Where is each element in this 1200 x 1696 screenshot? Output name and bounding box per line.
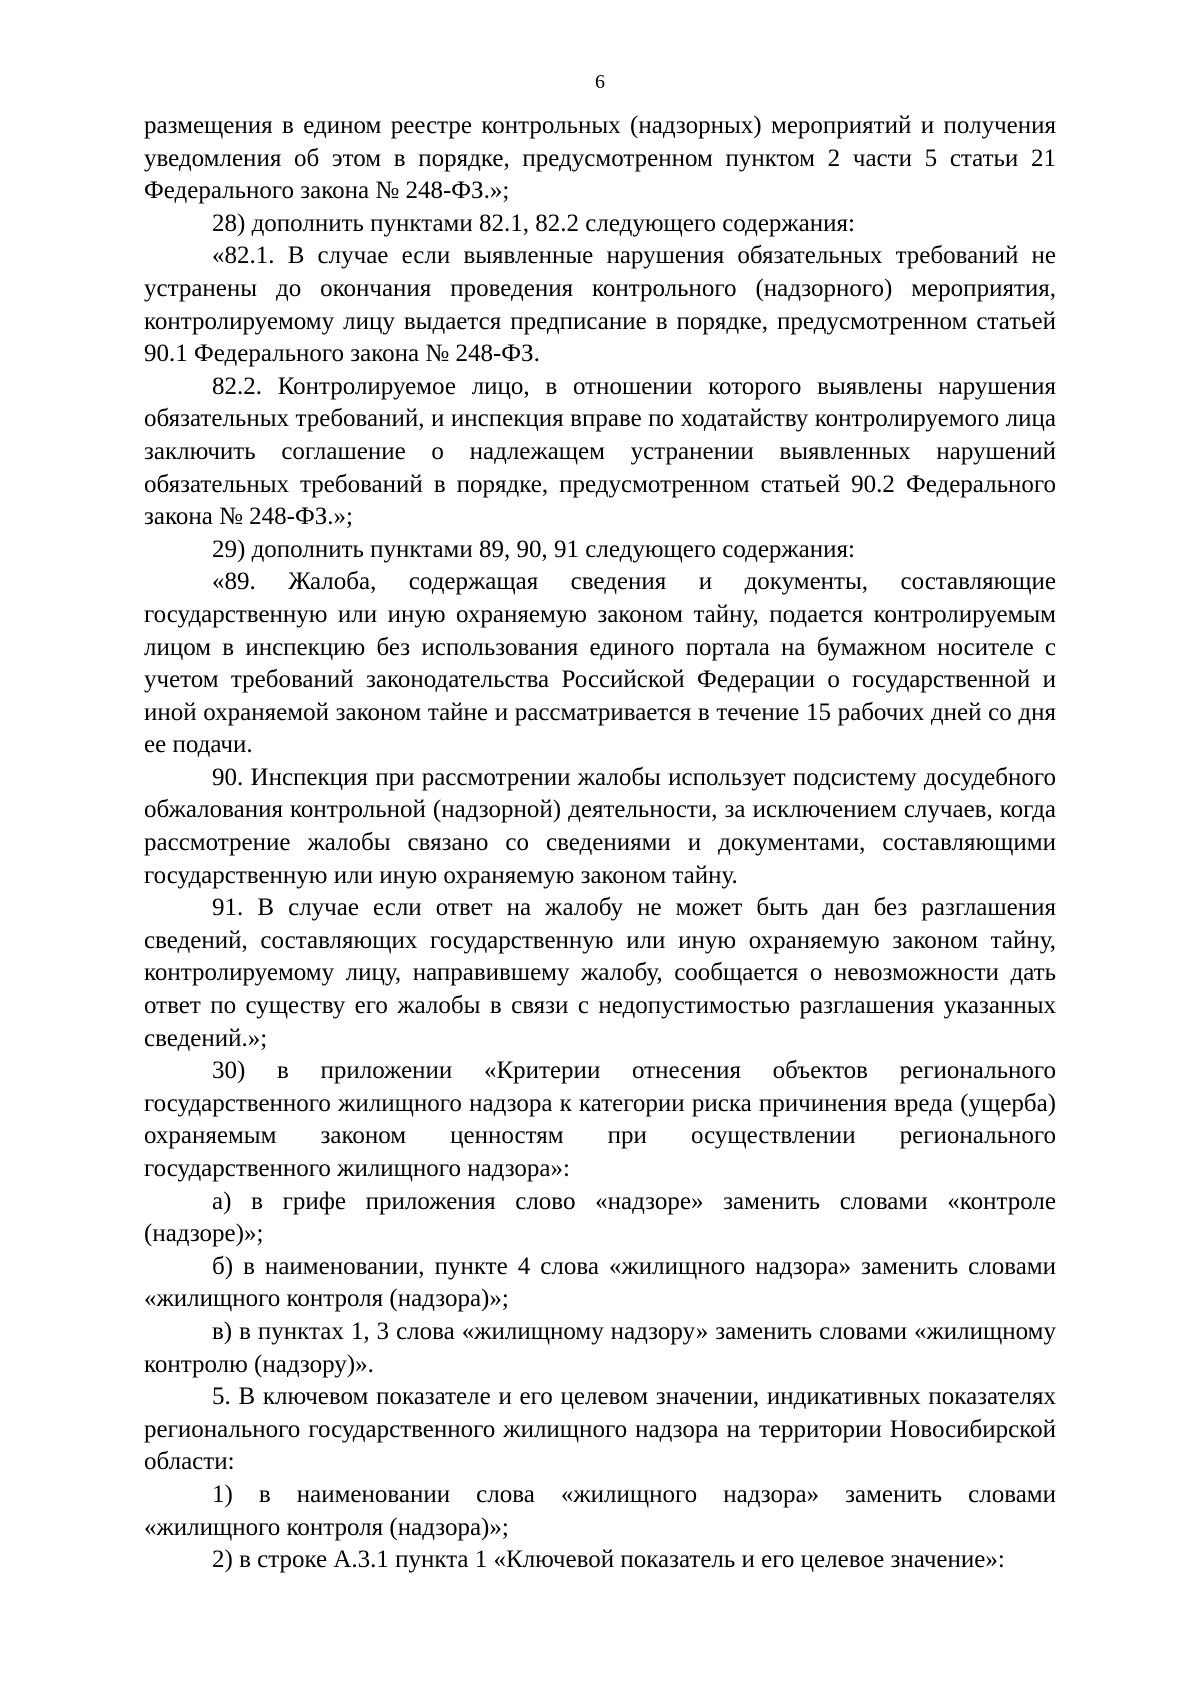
paragraph-9: 30) в приложении «Критерии отнесения объектов регионального государственного жилищного надзора к категории риска причинения вреда (ущерба) охраняемым законом ценностям при осуществлении регионального государственного жилищного надзора»: xyxy=(144,1057,1056,1182)
paragraph-3: «82.1. В случае если выявленные нарушения обязательных требований не устранены до окончания проведения контрольного (надзорного) мероприятия, контролируемому лицу выдается предписание в порядке, предусмотренном статьей 90.1 Федерального закона № 248-ФЗ. xyxy=(144,242,1056,368)
paragraph-4: 82.2. Контролируемое лицо, в отношении которого выявлены нарушения обязательных требований, и инспекция вправе по ходатайству контролируемого лица заключить соглашение о надлежащем устранении выявленных нарушений обязательных требований в порядке, предусмотренном статьей 90.2 Федерального закона № 248-ФЗ.»; xyxy=(144,372,1056,531)
paragraph-11: б) в наименовании, пункте 4 слова «жилищного надзора» заменить словами «жилищного контроля (надзора)»; xyxy=(144,1252,1056,1313)
paragraph-2: 28) дополнить пунктами 82.1, 82.2 следующего содержания: xyxy=(212,209,855,237)
paragraph-10: а) в грифе приложения слово «надзоре» заменить словами «контроле (надзоре)»; xyxy=(144,1187,1056,1248)
paragraph-15: 2) в строке А.3.1 пункта 1 «Ключевой показатель и его целевое значение»: xyxy=(212,1546,1005,1574)
paragraph-13: 5. В ключевом показателе и его целевом значении, индикативных показателях регионального государственного жилищного надзора на территории Новосибирской области: xyxy=(144,1383,1056,1476)
paragraph-1: размещения в едином реестре контрольных (надзорных) мероприятий и получения уведомления об этом в порядке, предусмотренном пунктом 2 части 5 статьи 21 Федерального закона № 248-ФЗ.»; xyxy=(144,112,1056,205)
page-number: 6 xyxy=(595,71,605,93)
paragraph-12: в) в пунктах 1, 3 слова «жилищному надзору» заменить словами «жилищному контролю (надзору)». xyxy=(144,1317,1056,1378)
paragraph-6: «89. Жалоба, содержащая сведения и документы, составляющие государственную или иную охраняемую законом тайну, подается контролируемым лицом в инспекцию без использования единого портала на бумажном носителе с учетом требований законодательства Российской Федерации о государственной и иной охраняемой законом тайне и рассматривается в течение 15 рабочих дней со дня ее подачи. xyxy=(144,568,1056,759)
document-body xyxy=(144,110,1056,1577)
paragraph-14: 1) в наименовании слова «жилищного надзора» заменить словами «жилищного контроля (надзора)»; xyxy=(144,1480,1056,1541)
paragraph-5: 29) дополнить пунктами 89, 90, 91 следующего содержания: xyxy=(212,535,855,563)
paragraph-8: 91. В случае если ответ на жалобу не может быть дан без разглашения сведений, составляющих государственную или иную охраняемую законом тайну, контролируемому лицу, направившему жалобу, сообщается о невозможности дать ответ по существу его жалобы в связи с недопустимостью разглашения указанных сведений.»; xyxy=(144,894,1056,1052)
paragraph-7: 90. Инспекция при рассмотрении жалобы использует подсистему досудебного обжалования контрольной (надзорной) деятельности, за исключением случаев, когда рассмотрение жалобы связано со сведениями и документами, составляющими государственную или иную охраняемую законом тайну. xyxy=(144,763,1056,889)
